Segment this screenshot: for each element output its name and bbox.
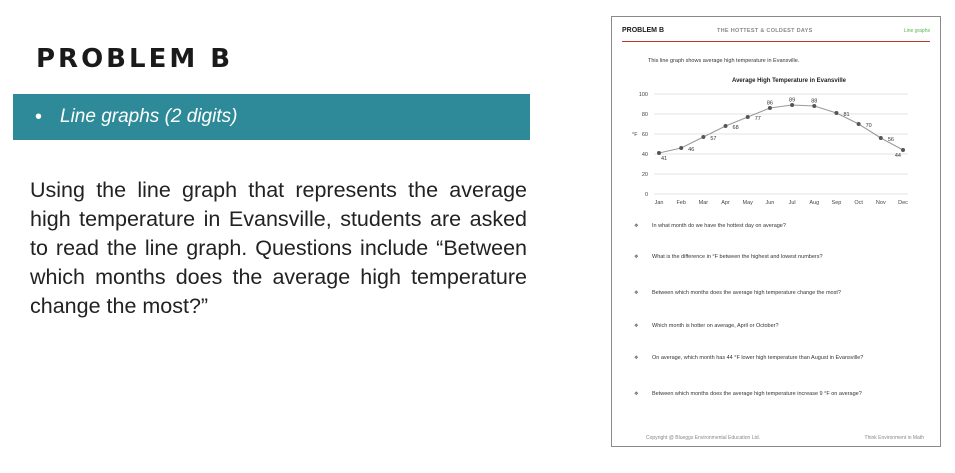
topic-label: Line graphs (2 digits) xyxy=(60,106,238,127)
data-label: 86 xyxy=(766,100,773,107)
data-point xyxy=(857,122,861,126)
diamond-bullet-icon: ❖ xyxy=(634,223,639,229)
x-tick-label: Oct xyxy=(854,200,863,206)
worksheet-title: THE HOTTEST & COLDEST DAYS xyxy=(717,28,813,34)
question-text: Between which months does the average high temperature change the most? xyxy=(652,290,841,296)
diamond-bullet-icon: ❖ xyxy=(634,355,639,361)
data-point xyxy=(812,104,816,108)
data-label: 46 xyxy=(688,147,695,153)
data-label: 44 xyxy=(894,153,901,159)
data-label: 81 xyxy=(843,112,850,118)
data-label: 68 xyxy=(732,125,739,131)
header-divider xyxy=(622,41,930,42)
x-tick-label: May xyxy=(742,200,753,206)
worksheet-problem-label: PROBLEM B xyxy=(622,27,664,34)
question-text: On average, which month has 44 °F lower high temperature than August in Evansville? xyxy=(652,355,864,361)
worksheet-topic-tag: Line graphs xyxy=(903,28,930,34)
question-text: Which month is hotter on average, April or October? xyxy=(652,323,779,329)
line-chart-svg xyxy=(612,72,940,217)
question-text: In what month do we have the hottest day on average? xyxy=(652,223,786,229)
question-item xyxy=(634,354,924,362)
question-item xyxy=(634,390,924,398)
bullet-icon: • xyxy=(35,105,43,128)
y-tick-label: 20 xyxy=(641,172,648,178)
x-tick-label: Dec xyxy=(898,200,908,206)
data-label: 56 xyxy=(887,137,894,143)
question-item xyxy=(634,322,924,330)
worksheet-intro: This line graph shows average high temperature in Evansville. xyxy=(648,58,800,64)
data-label: 57 xyxy=(710,136,717,142)
x-tick-label: Apr xyxy=(721,200,730,206)
data-point xyxy=(657,151,661,155)
question-item xyxy=(634,222,924,230)
y-tick-label: 80 xyxy=(641,112,648,118)
worksheet-preview xyxy=(611,16,941,447)
series-line xyxy=(659,105,903,153)
data-point xyxy=(679,146,683,150)
y-tick-label: 100 xyxy=(638,92,648,98)
data-label: 89 xyxy=(789,97,796,104)
x-tick-label: Nov xyxy=(875,200,886,206)
x-tick-label: Mar xyxy=(698,200,709,206)
footer-tagline: Think Environment in Math xyxy=(864,435,924,441)
question-item xyxy=(634,289,924,297)
line-chart xyxy=(612,72,940,217)
worksheet-header xyxy=(622,27,930,41)
data-label: 88 xyxy=(811,98,818,105)
diamond-bullet-icon: ❖ xyxy=(634,254,639,260)
x-tick-label: Jun xyxy=(765,200,775,206)
data-point xyxy=(790,103,794,107)
x-tick-label: Jul xyxy=(788,200,796,206)
data-point xyxy=(901,148,905,152)
problem-description: Using the line graph that represents the average high temperature in Evansville, students are asked to read the line graph. Questions include “Between which months does the average high temperature change the most?” xyxy=(30,178,527,318)
data-point xyxy=(724,124,728,128)
data-point xyxy=(879,136,883,140)
diamond-bullet-icon: ❖ xyxy=(634,391,639,397)
x-tick-label: Sep xyxy=(831,200,842,206)
data-point xyxy=(746,115,750,119)
chart-title: Average High Temperature in Evansville xyxy=(731,78,847,84)
y-tick-label: 0 xyxy=(644,192,648,198)
data-point xyxy=(768,106,772,110)
y-tick-label: 40 xyxy=(641,152,648,158)
question-item xyxy=(634,253,924,261)
data-label: 41 xyxy=(661,156,668,162)
question-text: What is the difference in °F between the highest and lowest numbers? xyxy=(652,254,823,260)
diamond-bullet-icon: ❖ xyxy=(634,323,639,329)
data-label: 77 xyxy=(754,116,761,122)
data-point xyxy=(701,135,705,139)
x-tick-label: Jan xyxy=(654,200,664,206)
y-axis-label: °F xyxy=(632,132,638,138)
y-tick-label: 60 xyxy=(641,132,648,138)
diamond-bullet-icon: ❖ xyxy=(634,290,639,296)
x-tick-label: Aug xyxy=(809,200,820,206)
x-tick-label: Feb xyxy=(676,200,686,206)
question-text: Between which months does the average high temperature increase 9 °F on average? xyxy=(652,391,862,397)
data-point xyxy=(834,111,838,115)
problem-title: PROBLEM B xyxy=(36,44,234,74)
data-label: 70 xyxy=(865,123,872,129)
topic-banner xyxy=(13,94,530,140)
copyright-text: Copyright @ Blueggs Environmental Education Ltd. xyxy=(646,435,761,441)
